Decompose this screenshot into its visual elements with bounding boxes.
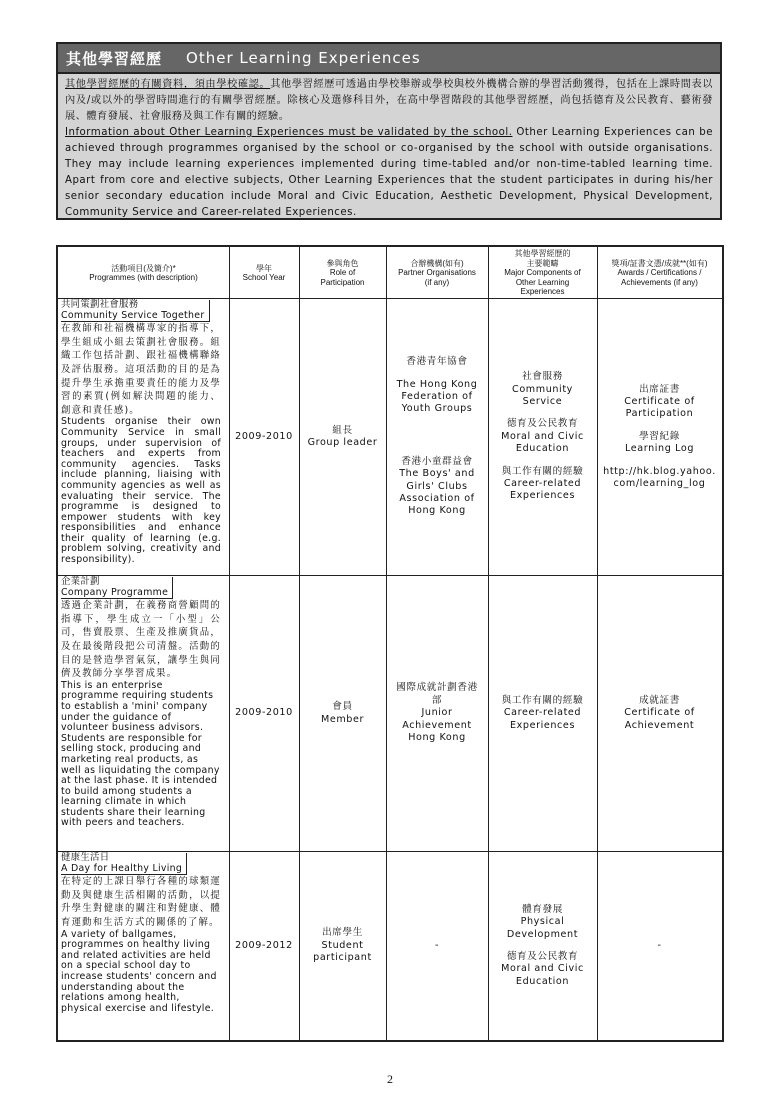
header-school-year-zh: 學年 [256, 263, 272, 273]
header-components-zh: 其他學習經歷的主要範疇 [514, 249, 571, 268]
header-awards-zh: 獎項/証書文憑/成就**(如有) [611, 258, 708, 268]
ole-description-en [65, 125, 713, 221]
partner-zh: 國際成就計劃香港部 [396, 682, 478, 706]
programme-description-en: Students organise their own Community Service in small groups, under supervision of teachers and experts from community agencies. Tasks include planning, liaising with community agencies as well as evaluating their service. The programme is designed to empower students with key responsibilities and enhance their quality of learning (e.g. problem solving, creativity and responsibility). [61, 416, 221, 566]
ole-description-zh [65, 77, 713, 125]
ole-validation-note-en: Information about Other Learning Experiences must be validated by the school. [65, 127, 513, 138]
school-year: 2009-2010 [235, 430, 293, 442]
header-components-en: Major Components of Other Learning Experiences [504, 268, 581, 297]
programme-description-zh: 透過企業計劃，在義務商營顧問的指導下，學生成立一「小型」公司，售賣股票、生產及推廣貨品，及在最後階段把公司清盤。活動的目的是營造學習氣氛，讓學生與同儕及教師分享學習成果。 [61, 600, 221, 680]
award-en: Certificate of Achievement [624, 707, 695, 731]
role-zh: 出席學生 [322, 927, 363, 939]
role-zh: 會員 [332, 701, 353, 713]
programme-title-zh: 共同策劃社會服務 [61, 299, 139, 310]
programme-title-en: A Day for Healthy Living [61, 862, 183, 874]
header-components [488, 249, 597, 297]
partner-en: - [434, 939, 440, 951]
major-components [488, 299, 597, 575]
school-year: 2009-2012 [235, 939, 293, 951]
header-awards [597, 249, 722, 297]
component-en: Career-related Experiences [503, 707, 582, 731]
programme-description-en: This is an enterprise programme requiring students to establish a 'mini' company under the guidance of volunteer business advisors. Students are responsible for selling stock, producing and marketing real products, as well as liquidating the company at the last phase. It is intended to build among students a learning climate in which students share their learning with peers and teachers. [61, 679, 220, 829]
component-zh: 與工作有關的經驗 [501, 465, 584, 477]
partner-en: The Boys' and Girls' Clubs Association of Hong Kong [399, 468, 475, 517]
ole-description-en-body: Other Learning Experiences can be achieved through programmes organised by the school or co-organised by the school with outside organisations. They may include learning experiences implemented during time-tabled and/or non-time-tabled learning time. Apart from core and elective subjects, Other Learning Experiences that the student participates in during his/her senior secondary education include Moral and Civic Education, Aesthetic Development, Physical Development, Community Service and Career-related Experiences. [65, 127, 713, 218]
ole-description [58, 74, 720, 221]
component-en: Moral and Civic Education [501, 430, 584, 455]
component-en: Physical Development [506, 916, 579, 940]
role-of-participation [299, 576, 386, 851]
award-zh: 成就証書 [639, 694, 680, 706]
role-zh: 組長 [332, 424, 353, 436]
header-programmes-zh: 活動項目(及簡介)* [111, 263, 176, 273]
header-awards-en: Awards / Certifications / Achievements (if any) [617, 268, 702, 287]
awards [597, 852, 722, 1040]
header-programmes [58, 249, 229, 297]
ole-table [56, 245, 724, 1042]
programme-description-zh: 在教師和社福機構專家的指導下，學生組成小組去策劃社會服務。組織工作包括計劃、跟社福機構聯絡及評估服務。這項活動的目的是為提升學生承擔重要責任的能力及學習的素質(例如解決問題的能力、創意和責任感)。 [61, 323, 221, 416]
role-of-participation [299, 852, 386, 1040]
page-number: 2 [387, 1072, 393, 1086]
partner-organisations [386, 852, 488, 1040]
ole-title-zh: 其他學習經歷 [66, 49, 163, 68]
programme-description-zh: 在特定的上課日舉行各種的球類運動及與健康生活相關的活動，以提升學生對健康的關注和對健康、體育運動和生活方式的關係的了解。 [61, 876, 221, 928]
table-row-programme [61, 577, 221, 829]
programme-title [61, 853, 187, 875]
table-row-programme [61, 300, 221, 566]
learning-log-link[interactable]: http://hk.blog.yahoo.com/learning_log [603, 465, 716, 490]
component-zh: 德育及公民教育 [506, 951, 579, 962]
award-en: Learning Log [624, 443, 695, 455]
header-school-year-en: School Year [242, 273, 286, 282]
role-en: Student participant [313, 939, 372, 964]
component-zh: 德育及公民教育 [506, 418, 579, 430]
component-en: Moral and Civic Education [501, 963, 584, 987]
component-en: Community Service [512, 383, 573, 407]
award-zh: 學習紀錄 [639, 430, 680, 442]
component-zh: 體育發展 [522, 903, 563, 915]
partner-zh: 香港小童群益會 [401, 455, 473, 467]
component-en: Career-related Experiences [503, 478, 582, 502]
ole-title-en: Other Learning Experiences [186, 49, 421, 67]
major-components [488, 576, 597, 851]
partner-organisations [386, 576, 488, 851]
programme-title [61, 577, 173, 599]
partner-en: The Hong Kong Federation of Youth Groups [396, 378, 478, 415]
header-partner-zh: 合辦機構(如有) [410, 258, 464, 268]
award-en: Certificate of Participation [624, 395, 695, 420]
header-role [299, 249, 386, 297]
ole-title-bar [58, 44, 720, 74]
partner-en: Junior Achievement Hong Kong [402, 707, 472, 744]
header-role-zh: 參與角色 [326, 258, 359, 268]
header-programmes-en: Programmes (with description) [89, 273, 198, 282]
awards [597, 299, 722, 575]
role-en: Group leader [307, 437, 378, 448]
header-partner-en: Partner Organisations (if any) [398, 268, 476, 287]
ole-validation-note-zh: 其他學習經歷的有關資料，須由學校確認。 [65, 79, 271, 90]
role-en: Member [320, 713, 365, 725]
programme-description-en: A variety of ballgames, programmes on healthy living and related activities are held on a special school day to increase students' concern and understanding about the relations among health, physical exercise and lifestyle. [61, 928, 217, 1014]
major-components [488, 852, 597, 1040]
programme-title [61, 300, 210, 322]
awards [597, 576, 722, 851]
programme-title-zh: 企業計劃 [61, 576, 100, 587]
award-zh: 出席証書 [639, 383, 680, 395]
school-year: 2009-2010 [235, 707, 293, 719]
component-zh: 社會服務 [522, 371, 563, 383]
ole-info-box [56, 42, 722, 220]
component-zh: 與工作有關的經驗 [501, 694, 584, 706]
table-row-programme [61, 853, 221, 1014]
partner-organisations [386, 299, 488, 575]
award-en: - [657, 939, 662, 951]
programme-title-zh: 健康生活日 [61, 852, 110, 863]
partner-zh: 香港青年協會 [406, 356, 468, 368]
role-of-participation [299, 299, 386, 575]
programme-title-en: Community Service Together [61, 309, 205, 321]
header-role-en: Role of Participation [320, 268, 365, 287]
header-partner [386, 249, 488, 297]
ole-description-zh-body: 其他學習經歷可透過由學校舉辦或學校與校外機構合辦的學習活動獲得，包括在上課時間表以內及/或以外的學習時間進行的有關學習經歷。除核心及選修科目外，在高中學習階段的其他學習經歷，尚包括德育及公民教育、藝術發展、體育發展、社會服務及與工作有關的經驗。 [65, 79, 713, 122]
programme-title-en: Company Programme [61, 586, 169, 598]
header-school-year [229, 249, 299, 297]
